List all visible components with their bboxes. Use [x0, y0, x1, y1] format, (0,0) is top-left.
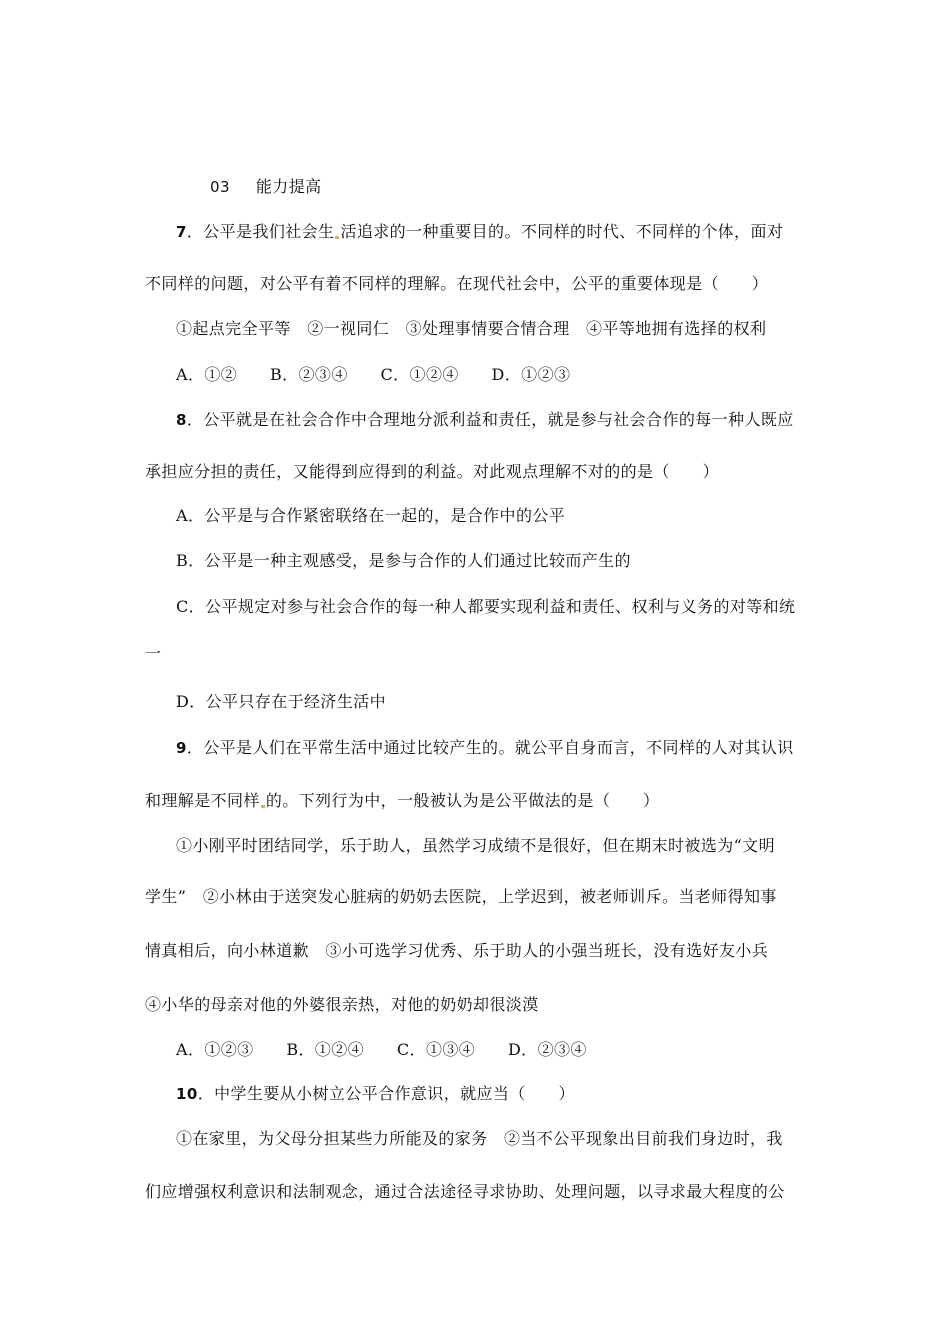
question-10-stem-line1: 10．中学生要从小树立公平合作意识，就应当（ ）: [176, 1084, 575, 1103]
question-8-option-c-line1: C．公平规定对参与社会合作的每一种人都要实现利益和责任、权利与义务的对等和统: [176, 597, 796, 616]
question-8-option-a: A．公平是与合作紧密联络在一起的，是合作中的公平: [176, 506, 566, 525]
question-9-item-line3: 情真相后，向小林道歉 ③小可选学习优秀、乐于助人的小强当班长，没有选好友小兵: [145, 941, 769, 960]
question-number: 7: [176, 223, 187, 241]
scan-mark: [261, 805, 265, 808]
question-7-stem-line2: 不同样的问题，对公平有着不同样的理解。在现代社会中，公平的重要体现是（ ）: [145, 274, 769, 293]
question-9-stem-line2: 和理解是不同样 的。下列行为中，一般被认为是公平做法的是（ ）: [145, 791, 660, 810]
question-number: 9: [176, 739, 187, 757]
question-8-option-d: D．公平只存在于经济生活中: [176, 692, 387, 711]
question-8-option-c-line2: 一: [145, 644, 162, 663]
scan-mark: [335, 236, 339, 239]
question-9-item-line4: ④小华的母亲对他的外婆很亲热，对他的奶奶却很淡漠: [145, 995, 539, 1014]
section-number: 03: [210, 178, 230, 196]
question-10-item-line2: 们应增强权利意识和法制观念，通过合法途径寻求协助、处理问题，以寻求最大程度的公: [145, 1182, 785, 1201]
question-10-item-line1: ①在家里，为父母分担某些力所能及的家务 ②当不公平现象出目前我们身边时，我: [176, 1129, 783, 1148]
question-number: 8: [176, 411, 187, 429]
section-header: [210, 176, 322, 198]
question-9-item-line2: 学生” ②小林由于送突发心脏病的奶奶去医院，上学迟到，被老师训斥。当老师得知事: [145, 887, 777, 906]
question-7-items: ①起点完全平等 ②一视同仁 ③处理事情要合情合理 ④平等地拥有选择的权利: [176, 319, 767, 338]
question-number: 10: [176, 1085, 198, 1103]
question-8-stem-line2: 承担应分担的责任，又能得到应得到的利益。对此观点理解不对的的是（ ）: [145, 462, 720, 481]
question-9-options: A．①②③ B．①②④ C．①③④ D．②③④: [176, 1040, 587, 1059]
question-8-stem-line1: 8．公平就是在社会合作中合理地分派利益和责任，就是参与社会合作的每一种人既应: [176, 410, 794, 429]
question-7-stem-line1: 7．公平是我们社会生 活追求的一种重要目的。不同样的时代、不同样的个体，面对: [176, 222, 784, 241]
question-9-item-line1: ①小刚平时团结同学，乐于助人，虽然学习成绩不是很好，但在期末时被选为“文明: [176, 836, 775, 855]
question-7-options: A．①② B．②③④ C．①②④ D．①②③: [176, 365, 571, 384]
question-9-stem-line1: 9．公平是人们在平常生活中通过比较产生的。就公平自身而言，不同样的人对其认识: [176, 738, 794, 757]
question-8-option-b: B．公平是一种主观感受，是参与合作的人们通过比较而产生的: [176, 551, 631, 570]
section-title: 能力提高: [255, 177, 322, 196]
